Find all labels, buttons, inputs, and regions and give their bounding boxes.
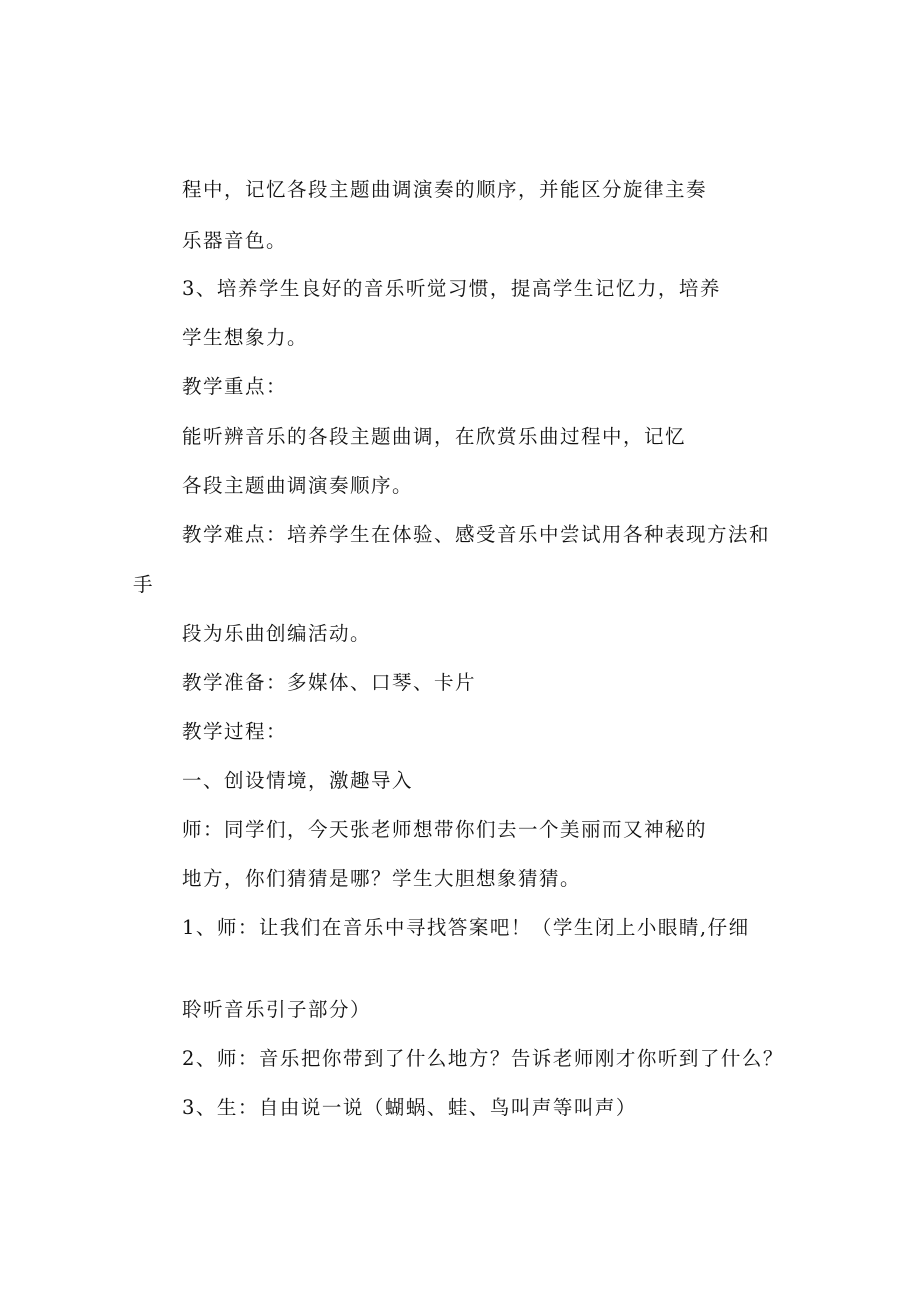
text-line: 地方，你们猜猜是哪？学生大胆想象猜猜。 bbox=[182, 867, 582, 890]
text-line: 3、生：自由说一说（蝴蜗、蛙、鸟叫声等叫声） bbox=[182, 1096, 637, 1119]
text-line: 师：同学们，今天张老师想带你们去一个美丽而又神秘的 bbox=[182, 818, 708, 841]
text-line: 手 bbox=[133, 573, 155, 596]
text-line: 段为乐曲创编活动。 bbox=[182, 622, 372, 645]
text-line: 1、师：让我们在音乐中寻找答案吧！（学生闭上小眼睛,仔细 bbox=[182, 916, 750, 939]
text-line: 各段主题曲调演奏顺序。 bbox=[182, 474, 414, 497]
section-heading: 一、创设情境，激趣导入 bbox=[182, 769, 414, 792]
section-heading: 教学难点：培养学生在体验、感受音乐中尝试用各种表现方法和 bbox=[182, 523, 771, 546]
text-line: 聆听音乐引子部分） bbox=[182, 998, 372, 1021]
section-heading: 教学过程： bbox=[182, 720, 288, 743]
text-line: 程中，记忆各段主题曲调演奏的顺序，并能区分旋律主奏 bbox=[182, 178, 708, 201]
text-line: 学生想象力。 bbox=[182, 326, 309, 349]
text-line: 2、师：音乐把你带到了什么地方？告诉老师刚才你听到了什么？ bbox=[182, 1047, 784, 1070]
text-line: 3、培养学生良好的音乐听觉习惯，提高学生记忆力，培养 bbox=[182, 277, 721, 300]
section-heading: 教学重点： bbox=[182, 375, 288, 398]
text-line: 乐器音色。 bbox=[182, 229, 288, 252]
text-line: 能听辨音乐的各段主题曲调，在欣赏乐曲过程中，记忆 bbox=[182, 425, 687, 448]
section-heading: 教学准备：多媒体、口琴、卡片 bbox=[182, 671, 477, 694]
